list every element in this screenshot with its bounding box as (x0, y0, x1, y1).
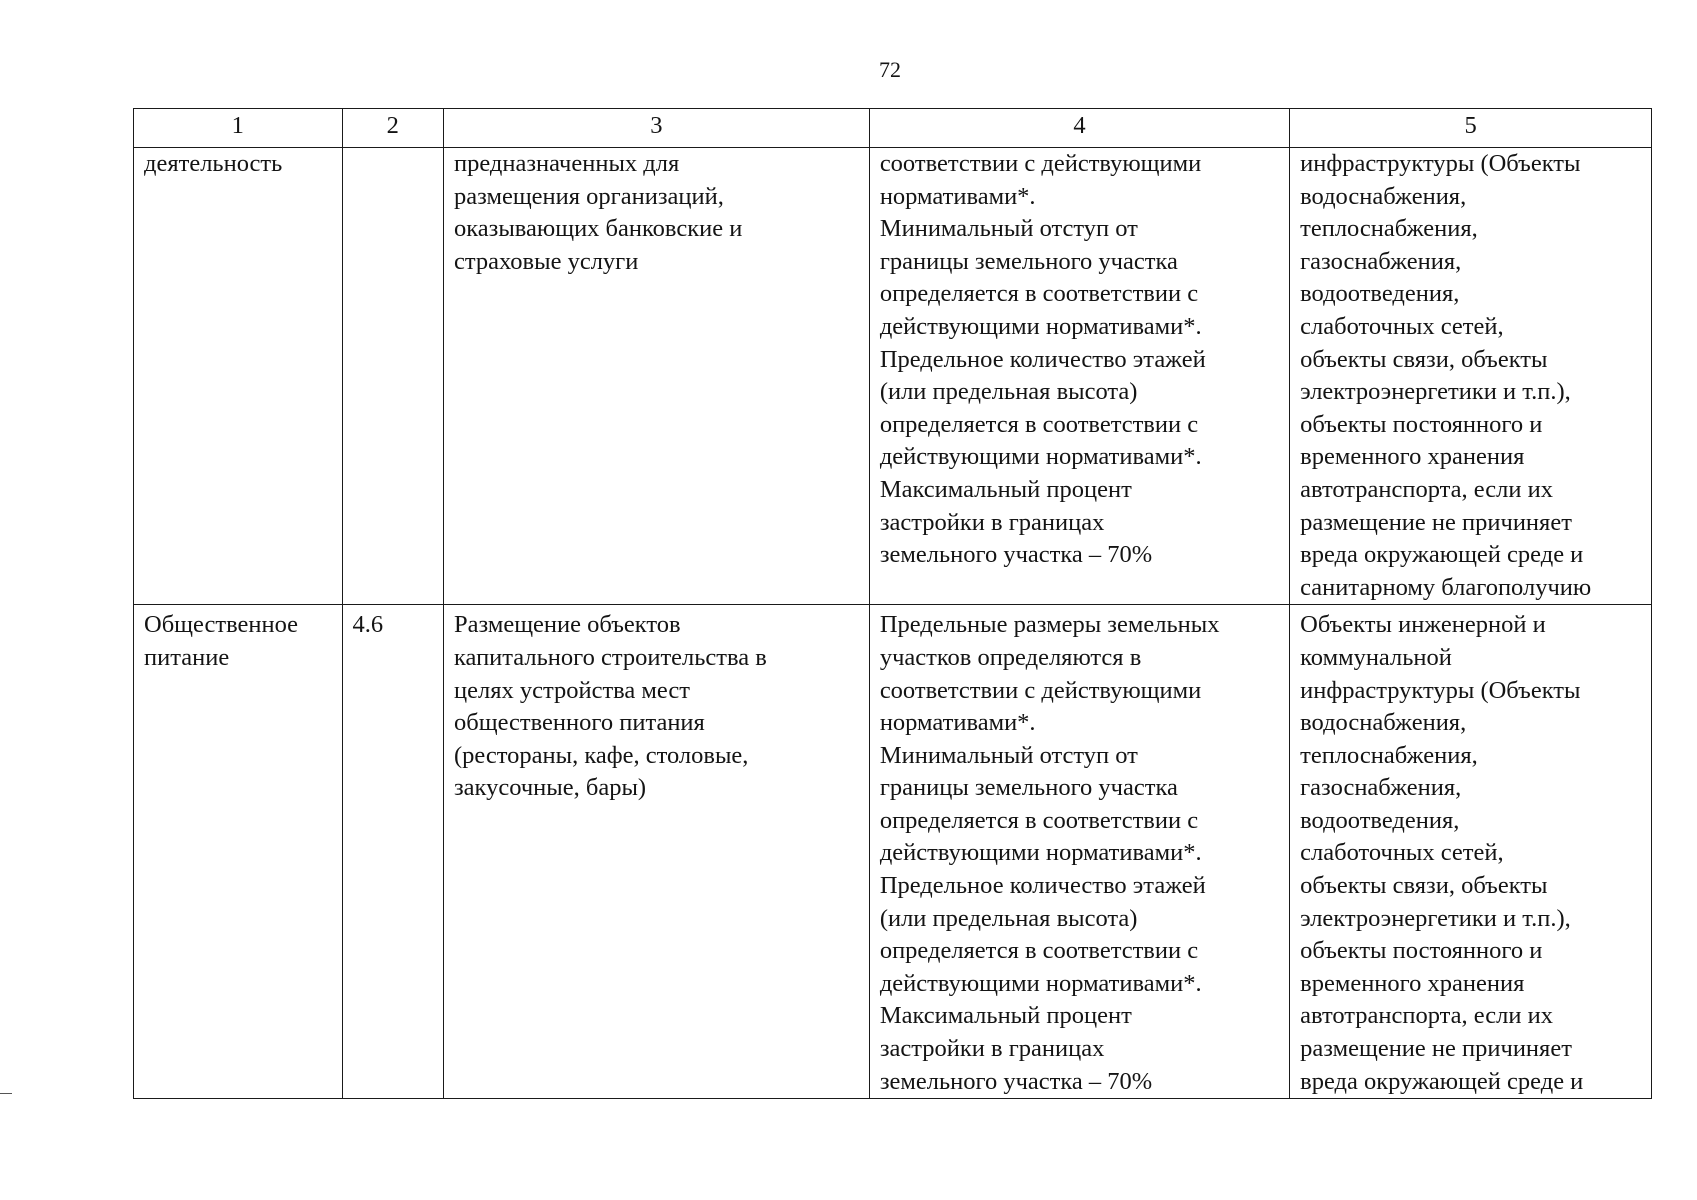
regulations-table (133, 108, 1652, 1099)
use-type-description-cell: предназначенных для размещения организаций, оказывающих банковские и страховые услуги (443, 148, 869, 605)
column-header-5: 5 (1290, 109, 1652, 148)
parameters-cell: Предельные размеры земельных участков определяются в соответствии с действующими нормативами*. Минимальный отступ от границы земельного участка определяется в соответствии с действующими нормативами*. Предельное количество этажей (или предельная высота) определяется в соответствии с действующими нормативами*. Максимальный процент застройки в границах земельного участка – 70% (869, 605, 1289, 1099)
column-header-1: 1 (134, 109, 343, 148)
use-type-code-cell: 4.6 (342, 605, 443, 1099)
auxiliary-uses-cell: Объекты инженерной и коммунальной инфраструктуры (Объекты водоснабжения, теплоснабжения, газоснабжения, водоотведения, слаботочных сетей, объекты связи, объекты электроэнергетики и т.п.), объекты постоянного и временного хранения автотранспорта, если их размещение не причиняет вреда окружающей среде и (1290, 605, 1652, 1099)
use-type-name-cell: Общественное питание (134, 605, 343, 1099)
table-header-row (134, 109, 1652, 148)
scan-edge-mark (0, 1093, 12, 1094)
use-type-name-cell: деятельность (134, 148, 343, 605)
parameters-cell: соответствии с действующими нормативами*. Минимальный отступ от границы земельного участка определяется в соответствии с действующими нормативами*. Предельное количество этажей (или предельная высота) определяется в соответствии с действующими нормативами*. Максимальный процент застройки в границах земельного участка – 70% (869, 148, 1289, 605)
use-type-code-cell (342, 148, 443, 605)
column-header-2: 2 (342, 109, 443, 148)
column-header-3: 3 (443, 109, 869, 148)
auxiliary-uses-cell: инфраструктуры (Объекты водоснабжения, теплоснабжения, газоснабжения, водоотведения, слаботочных сетей, объекты связи, объекты электроэнергетики и т.п.), объекты постоянного и временного хранения автотранспорта, если их размещение не причиняет вреда окружающей среде и санитарному благополучию (1290, 148, 1652, 605)
table-row (134, 148, 1652, 605)
column-header-4: 4 (869, 109, 1289, 148)
page-number: 72 (879, 57, 901, 82)
table-row (134, 605, 1652, 1099)
use-type-description-cell: Размещение объектов капитального строительства в целях устройства мест общественного питания (рестораны, кафе, столовые, закусочные, бары) (443, 605, 869, 1099)
